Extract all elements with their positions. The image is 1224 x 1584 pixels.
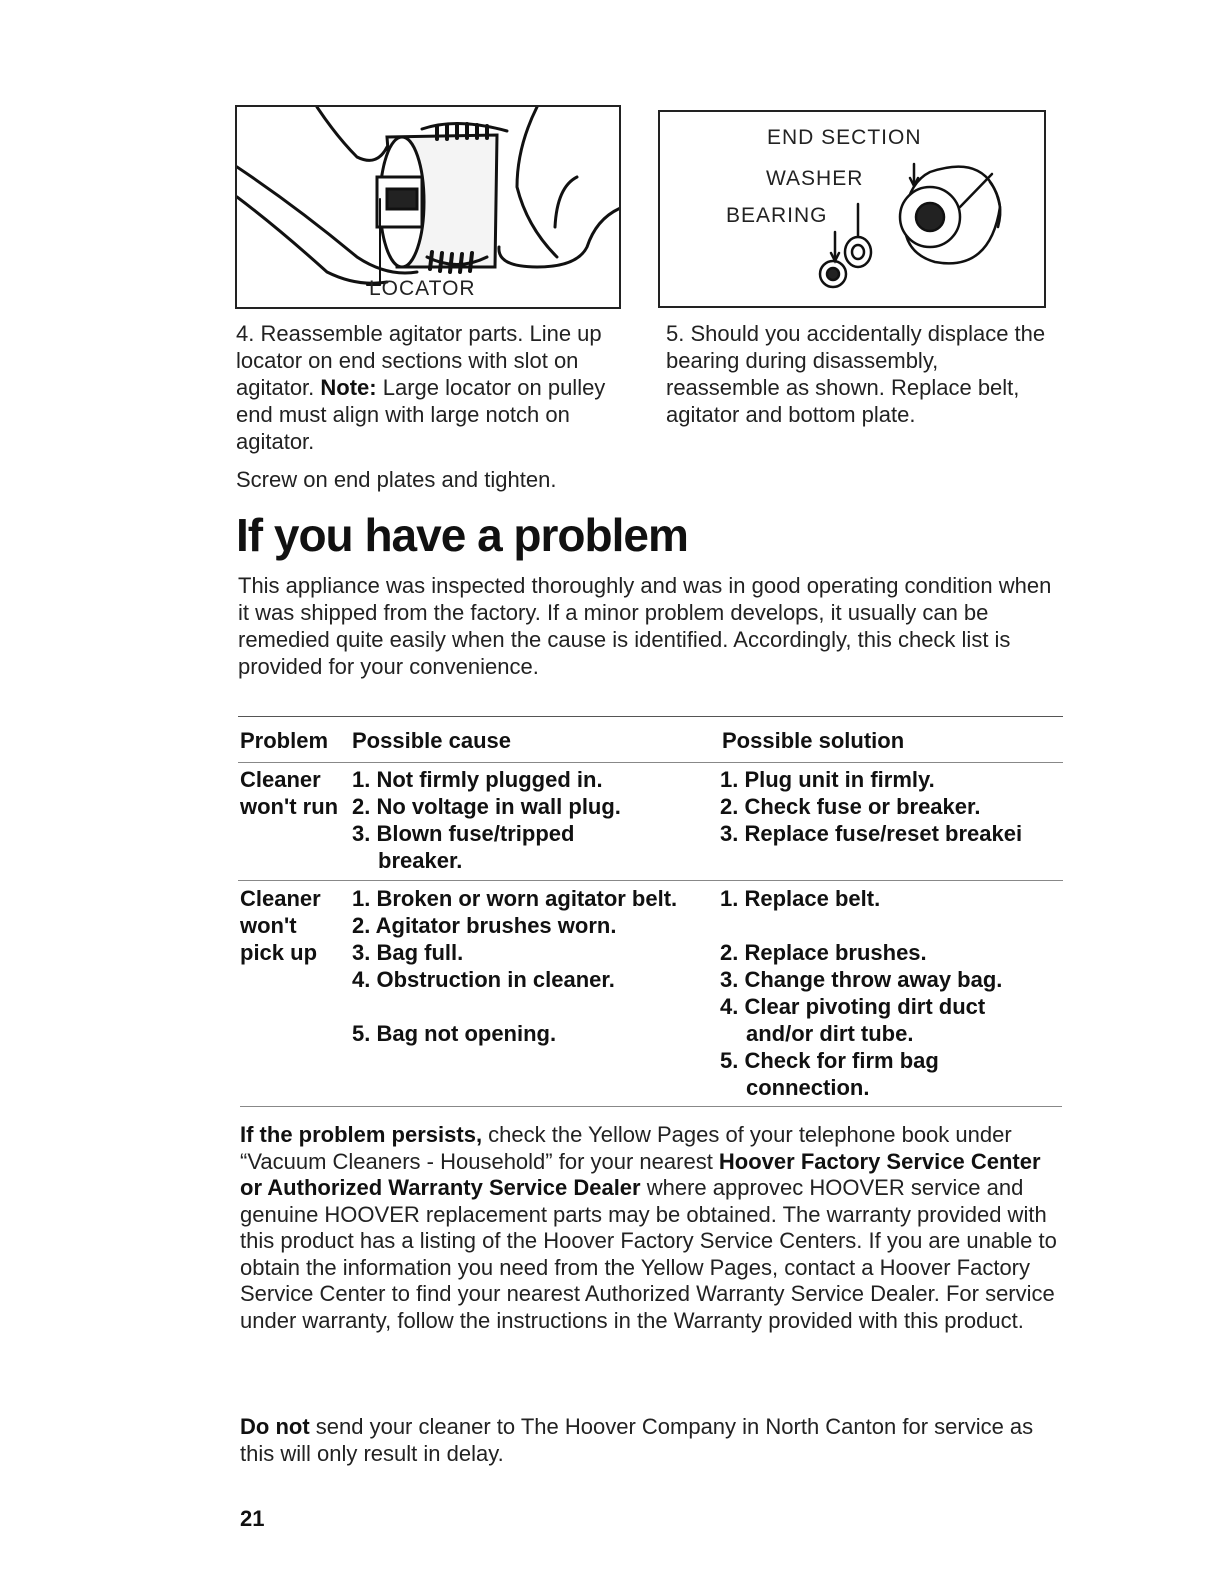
row-2-cause-5: 5. Bag not opening. — [352, 1021, 557, 1046]
table-bottom-rule — [240, 1106, 1062, 1107]
page-title: If you have a problem — [236, 509, 688, 561]
problem-persists-lead: If the problem persists, — [240, 1122, 483, 1147]
bearing-label: BEARING — [726, 204, 828, 227]
step-5-text: 5. Should you accidentally displace the bearing during disassembly, reassemble as shown. Replace belt, agitator and bottom plate. — [666, 321, 1046, 427]
row-1-cause-3: 3. Blown fuse/tripped breaker. — [352, 821, 575, 873]
row-1-solutions — [720, 766, 1050, 847]
row-1-cause-1: 1. Not firmly plugged in. — [352, 767, 603, 792]
row-1-problem: Cleaner won't run — [240, 767, 339, 819]
row-1-solution-1: 1. Plug unit in firmly. — [720, 767, 935, 792]
service-center-emphasis: Hoover Factory Service Center or Authorized Warranty Service Dealer — [240, 1148, 1041, 1200]
row-2-cause-2: 2. Agitator brushes worn. — [352, 913, 617, 938]
step-4-note-text: Large locator on pulley end must align with large notch on agitator. — [236, 375, 606, 454]
row-2-solution-4: 4. Clear pivoting dirt duct and/or dirt tube. — [720, 994, 986, 1046]
row-1-solution-3: 3. Replace fuse/reset breakei — [720, 821, 1023, 846]
header-possible-cause: Possible cause — [352, 728, 511, 753]
row-2-solutions — [720, 885, 1050, 1101]
row-1-rule — [238, 880, 1063, 881]
row-2-causes — [352, 885, 682, 1047]
figure-agitator-locator — [235, 105, 621, 309]
header-problem: Problem — [240, 728, 329, 753]
do-not-text: send your cleaner to The Hoover Company in North Canton for service as this will only result in delay. — [240, 1414, 1034, 1466]
locator-label: LOCATOR — [369, 277, 476, 300]
do-not-paragraph — [240, 1414, 1065, 1467]
problem-persists-paragraph — [240, 1122, 1065, 1334]
row-2-problem: Cleaner won't pick up — [240, 886, 321, 965]
figure-bearing-assembly — [658, 110, 1046, 308]
row-1-cause-2: 2. No voltage in wall plug. — [352, 794, 621, 819]
end-section-label: END SECTION — [767, 126, 922, 149]
row-2-solution-2: 2. Replace brushes. — [720, 940, 927, 965]
row-2-cause-4: 4. Obstruction in cleaner. — [352, 967, 615, 992]
step-4-note-label: Note: — [320, 375, 377, 400]
row-2-solution-5: 5. Check for firm bag connection. — [720, 1048, 939, 1100]
step-4-body: 4. Reassemble agitator parts. Line up locator on end sections with slot on agitator. — [236, 321, 602, 400]
header-rule — [238, 762, 1063, 763]
step-4-text — [236, 320, 628, 455]
do-not-lead: Do not — [240, 1414, 310, 1439]
problem-persists-text-1: check the Yellow Pages of your telephone book under “Vacuum Cleaners - Household” for your nearest — [240, 1122, 1012, 1174]
row-1-solution-2: 2. Check fuse or breaker. — [720, 794, 981, 819]
row-2-cause-1: 1. Broken or worn agitator belt. — [352, 886, 678, 911]
header-possible-solution: Possible solution — [722, 728, 905, 753]
page-number: 21 — [240, 1506, 265, 1531]
table-top-rule — [238, 716, 1063, 717]
row-2-solution-3: 3. Change throw away bag. — [720, 967, 1003, 992]
intro-paragraph: This appliance was inspected thoroughly and was in good operating condition when it was shipped from the factory. If a minor problem develops, it usually can be remedied quite easily when the cause is identified. Accordingly, this check list is provided for your convenience. — [238, 573, 1052, 679]
row-2-cause-3: 3. Bag full. — [352, 940, 464, 965]
row-2-solution-1: 1. Replace belt. — [720, 886, 881, 911]
washer-label: WASHER — [766, 167, 864, 190]
row-1-causes — [352, 766, 682, 874]
problem-persists-text-2: where approvec HOOVER service and genuine HOOVER replacement parts may be obtained. The warranty provided with this product has a listing of the Hoover Factory Service Centers. If you are unable to obtain the information you need from the Yellow Pages, contact a Hoover Factory Service Center to find your nearest Authorized Warranty Service Dealer. For service under warranty, follow the instructions in the Warranty provided with this product. — [240, 1175, 1057, 1333]
step-4-followup: Screw on end plates and tighten. — [236, 467, 557, 492]
